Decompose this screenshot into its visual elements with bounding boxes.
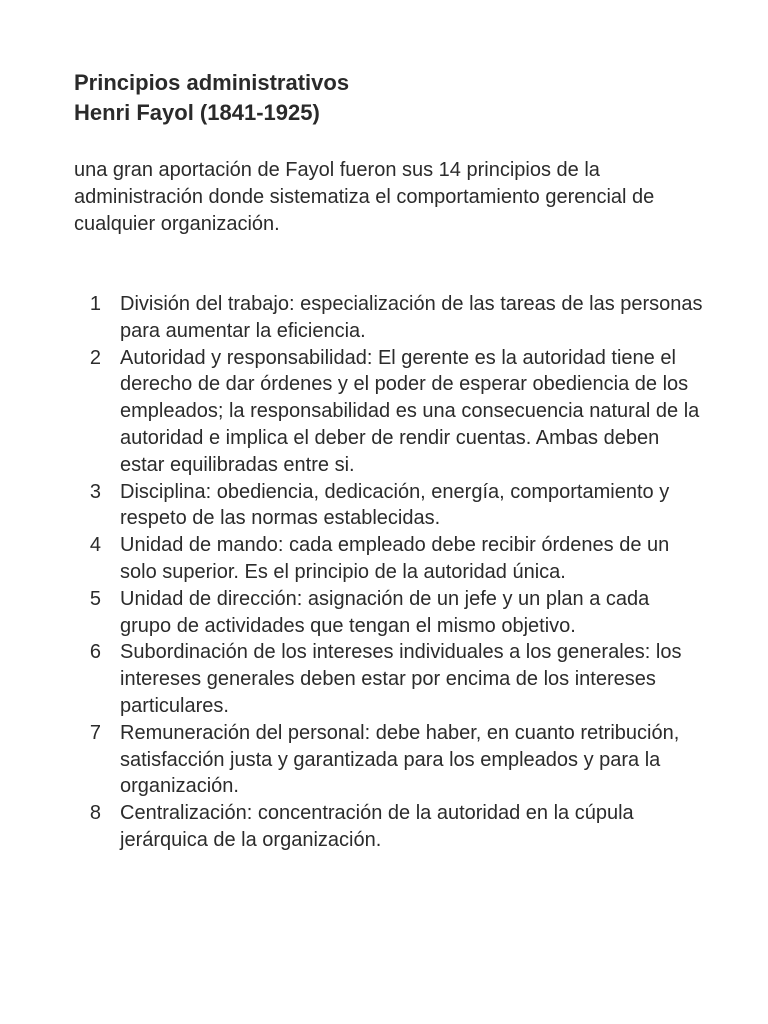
principle-number: 3 bbox=[89, 480, 101, 503]
principle-text: Unidad de mando: cada empleado debe recibir órdenes de un solo superior. Es el principio de la autoridad única. bbox=[120, 534, 670, 583]
title-line-2: Henri Fayol (1841-1925) bbox=[74, 100, 320, 125]
principles-list bbox=[74, 291, 704, 854]
principle-number: 6 bbox=[89, 641, 101, 664]
principle-item-1 bbox=[74, 291, 704, 345]
intro-paragraph: una gran aportación de Fayol fueron sus 14 principios de la administración donde sistematiza el comportamiento gerencial de cualquier organización. bbox=[74, 159, 655, 235]
principle-text: Remuneración del personal: debe haber, en cuanto retribución, satisfacción justa y garantizada para los empleados y para la organización. bbox=[120, 721, 680, 798]
principle-text: Subordinación de los intereses individuales a los generales: los intereses generales deben estar por encima de los intereses particulares. bbox=[120, 641, 682, 717]
principle-item-4 bbox=[74, 532, 704, 586]
principle-number: 7 bbox=[89, 721, 101, 744]
principle-item-7 bbox=[74, 720, 704, 800]
principle-number: 8 bbox=[89, 802, 101, 825]
principle-text: Centralización: concentración de la autoridad en la cúpula jerárquica de la organización. bbox=[120, 802, 634, 851]
principle-item-6 bbox=[74, 639, 704, 719]
document-title bbox=[74, 68, 714, 128]
principle-text: División del trabajo: especialización de las tareas de las personas para aumentar la eficiencia. bbox=[120, 293, 703, 342]
principle-number: 2 bbox=[89, 346, 101, 369]
principle-item-2 bbox=[74, 345, 704, 479]
principle-item-3 bbox=[74, 479, 704, 533]
title-line-1: Principios administrativos bbox=[74, 70, 350, 95]
principle-number: 4 bbox=[89, 534, 101, 557]
principle-text: Unidad de dirección: asignación de un jefe y un plan a cada grupo de actividades que tengan el mismo objetivo. bbox=[120, 587, 650, 637]
principle-number: 5 bbox=[89, 587, 101, 610]
principle-item-8 bbox=[74, 800, 704, 854]
principle-item-5 bbox=[74, 586, 704, 640]
principle-text: Disciplina: obediencia, dedicación, energía, comportamiento y respeto de las normas establecidas. bbox=[120, 480, 670, 530]
principle-text: Autoridad y responsabilidad: El gerente es la autoridad tiene el derecho de dar órdenes y el poder de esperar obediencia de los empleados; la responsabilidad es una consecuencia natural de la autoridad e implica el deber de rendir cuentas. Ambas deben estar equilibradas entre si. bbox=[120, 346, 700, 476]
principle-number: 1 bbox=[89, 293, 101, 315]
